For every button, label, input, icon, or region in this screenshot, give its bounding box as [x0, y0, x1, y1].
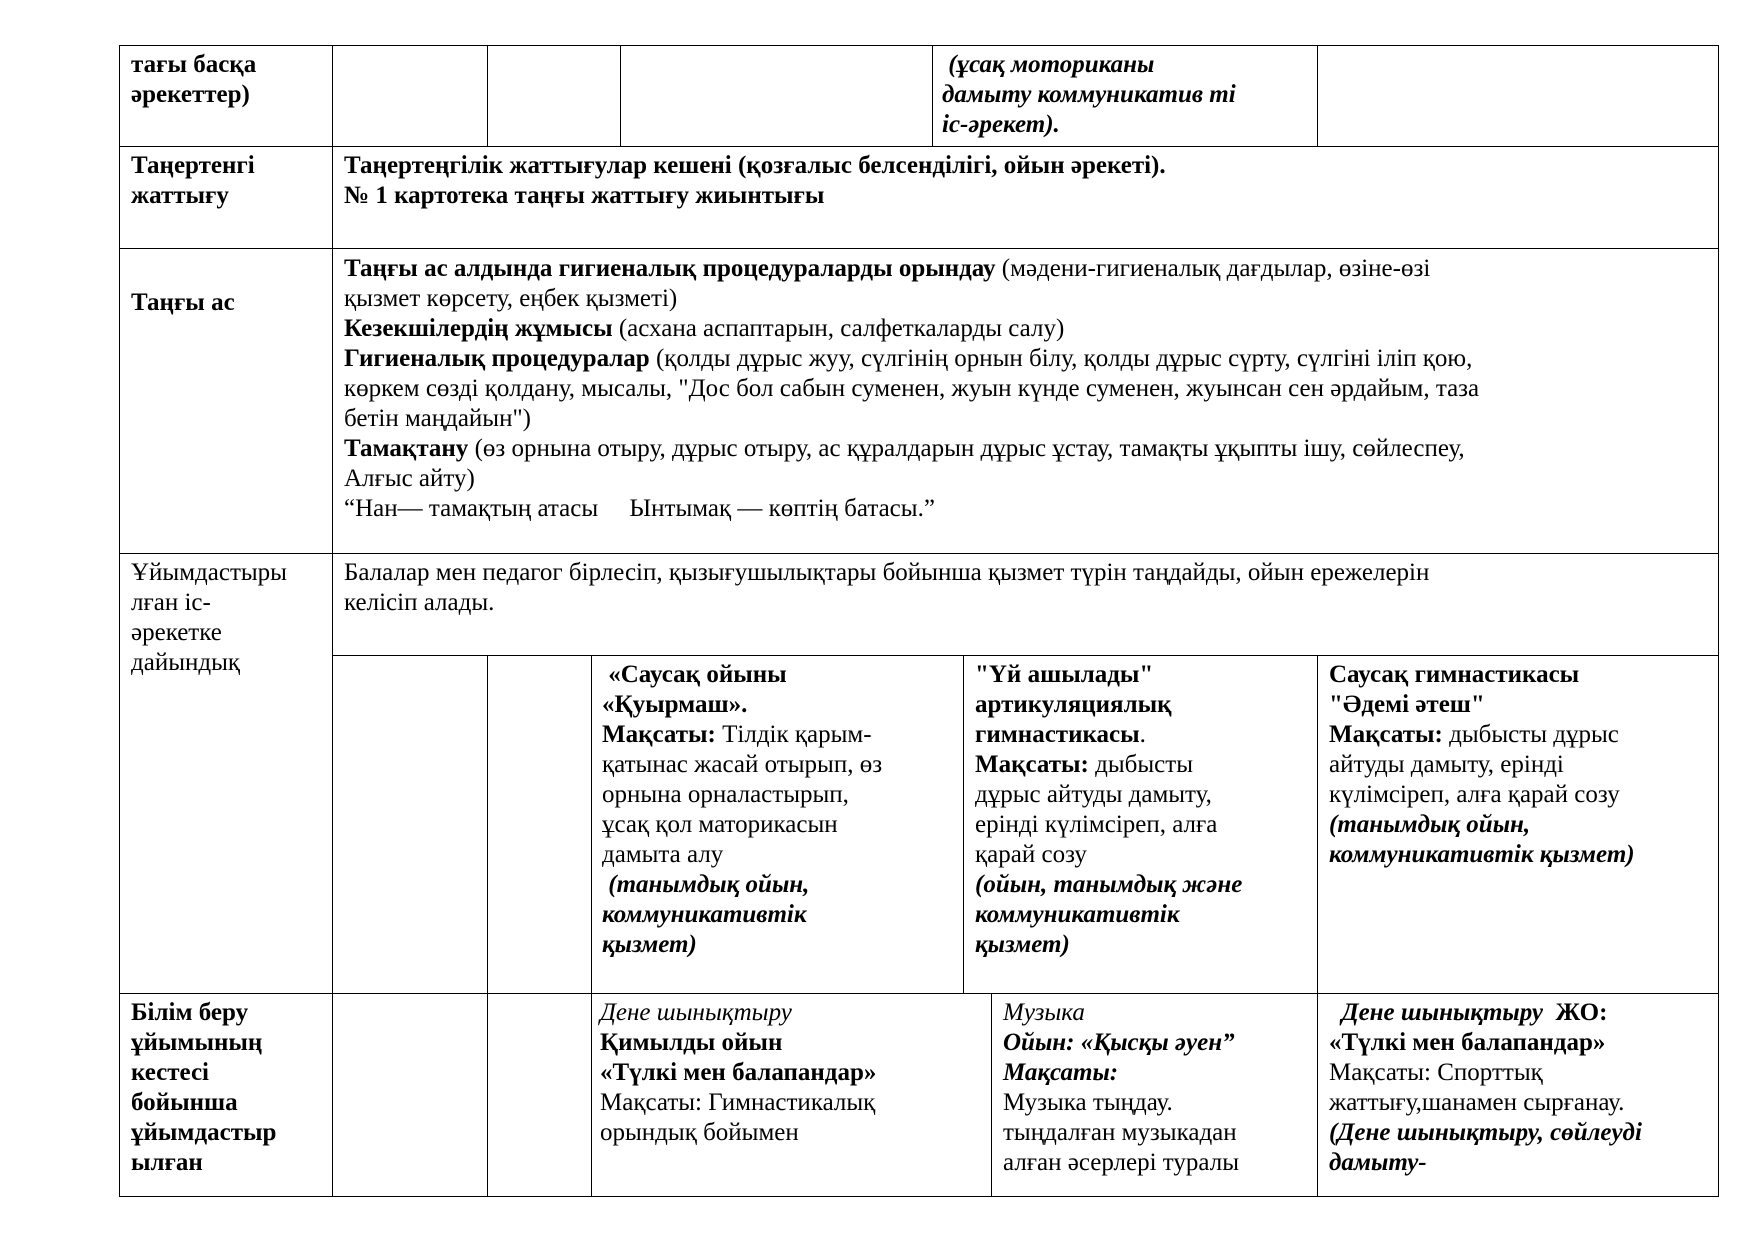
text-line: Мақсаты: Гимнастикалық: [600, 1089, 876, 1116]
bold-lead: Тамақтану: [344, 435, 469, 462]
text-line: алған әсерлері туралы: [1003, 1149, 1239, 1176]
text-line: Білім беру: [131, 999, 249, 1026]
text-line: [344, 434, 1479, 464]
text-line: Дене шынықтыру: [600, 999, 792, 1026]
text-line: (танымдық ойын,: [602, 871, 810, 898]
bold-lead: Таңғы ас алдында гигиеналық процедураларды орындау: [344, 255, 996, 282]
row4-thursday-cell: [975, 660, 1242, 960]
row3-label: [131, 288, 235, 318]
goal-label: Мақсаты:: [1329, 721, 1443, 748]
text-line: [602, 720, 882, 750]
row2-label: [131, 151, 255, 211]
text-line: Таңертеңгілік жаттығулар кешені (қозғалыс белсенділігі, ойын әрекеті).: [344, 152, 1166, 179]
text-line: қызмет): [602, 931, 697, 958]
text-line: (ұсақ моториканы: [942, 51, 1155, 78]
text-line: ерінді күлімсіреп, алға: [975, 811, 1218, 838]
text-line: жаттығу: [131, 182, 229, 209]
text-line: [1329, 998, 1642, 1028]
row2-content: [344, 151, 1166, 211]
row1-label: [131, 50, 256, 110]
text-line: жаттығу,шанамен сырғанау.: [1329, 1089, 1625, 1116]
text-line: [344, 344, 1479, 374]
text-line: [975, 720, 1242, 750]
goal-label: Мақсаты:: [975, 751, 1089, 778]
text-line: Ойын: «Қысқы әуен”: [1003, 1029, 1235, 1056]
text-line: көркем сөзді қолдану, мысалы, "Дос бол сабын суменен, жуын күнде суменен, жуынсан сен әрдайым, таза: [344, 375, 1480, 402]
text-line: әрекетке: [131, 619, 222, 646]
text-line: Саусақ гимнастикасы: [1329, 661, 1580, 688]
text-run: (қолды дұрыс жуу, сүлгінің орнын білу, қолды дұрыс сүрту, сүлгіні іліп қою,: [649, 345, 1473, 372]
text-line: Мақсаты:: [1003, 1059, 1119, 1086]
text-line: Музыка тыңдау.: [1003, 1089, 1173, 1116]
text-line: дұрыс айтуды дамыту,: [975, 781, 1212, 808]
text-line: ылған: [131, 1149, 203, 1176]
row5-wednesday-cell: [600, 998, 876, 1148]
text-line: айтуды дамыту, ерінді: [1329, 751, 1564, 778]
text-line: "Үй ашылады": [975, 661, 1154, 688]
text-run: дыбысты дұрыс: [1442, 721, 1619, 748]
text-line: «Түлкі мен балапандар»: [1329, 1029, 1606, 1056]
text-line: [975, 750, 1242, 780]
text-run: дыбысты: [1088, 751, 1193, 778]
text-line: «Саусақ ойыны: [602, 661, 787, 688]
text-line: [344, 314, 1479, 344]
text-line: қатынас жасай отырып, өз: [602, 751, 883, 778]
row4-content: [344, 558, 1429, 618]
text-line: іс-әрекет).: [942, 111, 1060, 138]
goal-label: Мақсаты:: [602, 721, 716, 748]
text-line: Қимылды ойын: [600, 1029, 783, 1056]
row5-thursday-cell: [1003, 998, 1239, 1178]
row3-content: [344, 254, 1479, 524]
bold-lead: Кезекшілердің жұмысы: [344, 315, 613, 342]
text-run: гимнастикасы: [975, 721, 1140, 748]
row4-wednesday-cell: [602, 660, 882, 960]
text-run: (асхана аспаптарын, салфеткаларды салу): [612, 315, 1065, 342]
text-line: лған іс-: [131, 589, 211, 616]
text-line: (ойын, танымдық және: [975, 871, 1243, 898]
text-line: Алғыс айту): [344, 465, 475, 492]
text-line: [344, 254, 1479, 284]
text-line: әрекеттер): [131, 81, 250, 108]
text-line: (Дене шынықтыру, сөйлеуді: [1329, 1119, 1642, 1146]
row5-label: [131, 998, 276, 1178]
text-line: Таңғы ас: [131, 289, 235, 316]
text-line: «Қуырмаш».: [602, 691, 748, 718]
row5-friday-cell: [1329, 998, 1642, 1178]
text-line: ұйымының: [131, 1029, 263, 1056]
text-line: Мақсаты: Спорттық: [1329, 1059, 1543, 1086]
text-line: дамыту-: [1329, 1149, 1427, 1176]
text-line: орындық бойымен: [600, 1119, 799, 1146]
text-line: Балалар мен педагог бірлесіп, қызығушылықтары бойынша қызмет түрін таңдайды, ойын ережелерін: [344, 559, 1430, 586]
text-line: дайындық: [131, 649, 241, 676]
text-run: (өз орнына отыру, дұрыс отыру, ас құралдарын дұрыс ұстау, тамақты ұқыпты ішу, сөйлеспеу,: [468, 435, 1465, 462]
text-line: ұсақ қол маторикасын: [602, 811, 838, 838]
text-line: ұйымдастыр: [131, 1119, 277, 1146]
text-line: Музыка: [1003, 999, 1085, 1026]
row1-friday-cell: [942, 50, 1236, 140]
text-line: қарай созу: [975, 841, 1087, 868]
text-line: № 1 картотека таңғы жаттығу жиынтығы: [344, 182, 825, 209]
text-line: дамыта алу: [602, 841, 724, 868]
text-line: қызмет): [975, 931, 1070, 958]
bold-lead: Гигиеналық процедуралар: [344, 345, 650, 372]
text-line: кестесі: [131, 1059, 210, 1086]
text-line: "Әдемі әтеш": [1329, 691, 1485, 718]
text-line: бойынша: [131, 1089, 238, 1116]
text-line: Таңертенгі: [131, 152, 255, 179]
text-run: .: [1139, 721, 1146, 748]
text-line: қызмет көрсету, еңбек қызметі): [344, 285, 678, 312]
text-line: коммуникативтік қызмет): [1329, 841, 1635, 868]
text-line: орнына орналастырып,: [602, 781, 849, 808]
text-line: “Нан— тамақтың атасы Ынтымақ — көптің батасы.”: [344, 495, 935, 522]
text-line: күлімсіреп, алға қарай созу: [1329, 781, 1620, 808]
text-line: келісіп алады.: [344, 589, 495, 616]
text-run: Дене шынықтыру: [1329, 999, 1544, 1026]
text-run: ЖО:: [1543, 999, 1608, 1026]
text-line: тыңдалған музыкадан: [1003, 1119, 1237, 1146]
text-run: Тілдік қарым-: [715, 721, 872, 748]
text-line: [1329, 720, 1635, 750]
text-line: коммуникативтік: [975, 901, 1180, 928]
text-line: бетін маңдайын"): [344, 405, 532, 432]
row4-friday-cell: [1329, 660, 1635, 870]
row4-label: [131, 558, 287, 678]
text-line: дамыту коммуникатив ті: [942, 81, 1236, 108]
text-line: тағы басқа: [131, 51, 257, 78]
text-line: Ұйымдастыры: [131, 559, 287, 586]
text-run: (мәдени-гигиеналық дағдылар, өзіне-өзі: [995, 255, 1431, 282]
text-line: (танымдық ойын,: [1329, 811, 1531, 838]
text-line: артикуляциялық: [975, 691, 1172, 718]
text-line: «Түлкі мен балапандар»: [600, 1059, 877, 1086]
text-line: коммуникативтік: [602, 901, 807, 928]
